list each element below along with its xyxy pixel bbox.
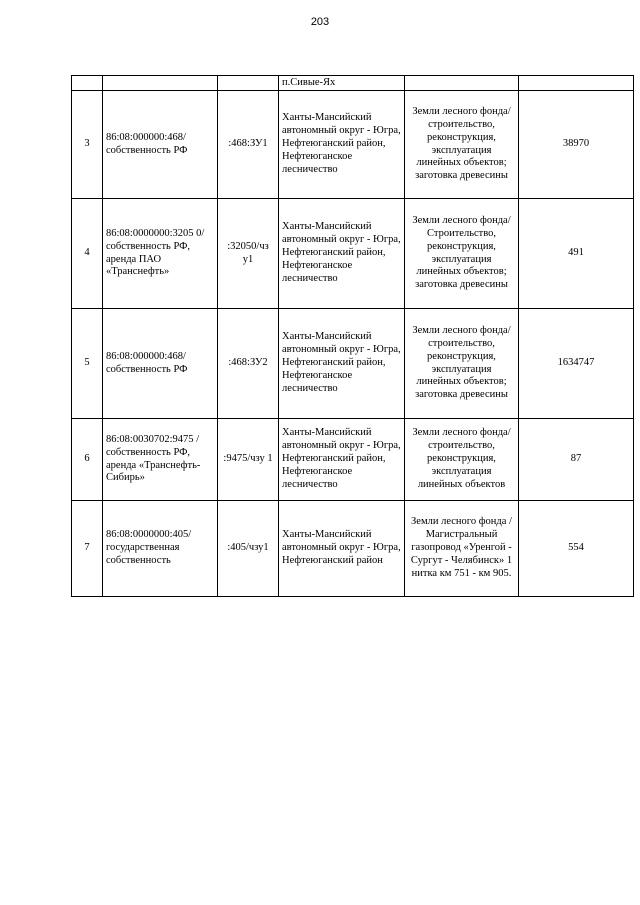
cadastral-cell: 86:08:000000:468/ собственность РФ bbox=[103, 309, 218, 419]
table-row-continuation bbox=[72, 76, 634, 91]
area-cell: 87 bbox=[519, 419, 634, 501]
plot-number-cell: :405/чзу1 bbox=[218, 501, 279, 597]
row-number-cell: 4 bbox=[72, 199, 103, 309]
area-cell: 1634747 bbox=[519, 309, 634, 419]
land-use-cell: Земли лесного фонда/ строительство, реконструкция, эксплуатация линейных объектов bbox=[405, 419, 519, 501]
plot-number-cell: :468:ЗУ2 bbox=[218, 309, 279, 419]
land-use-cell: Земли лесного фонда/ строительство, реконструкция, эксплуатация линейных объектов; заготовка древесины bbox=[405, 91, 519, 199]
plot-number-cell: :32050/чз у1 bbox=[218, 199, 279, 309]
location-cell: Ханты-Мансийский автономный округ - Югра, Нефтеюганский район, Нефтеюганское лесничество bbox=[279, 91, 405, 199]
area-cell bbox=[519, 76, 634, 91]
plot-number-cell: :468:ЗУ1 bbox=[218, 91, 279, 199]
row-number-cell: 6 bbox=[72, 419, 103, 501]
location-cell: Ханты-Мансийский автономный округ - Югра, Нефтеюганский район, Нефтеюганское лесничество bbox=[279, 419, 405, 501]
area-cell: 38970 bbox=[519, 91, 634, 199]
location-cell: Ханты-Мансийский автономный округ - Югра, Нефтеюганский район, Нефтеюганское лесничество bbox=[279, 309, 405, 419]
land-use-cell: Земли лесного фонда/ Строительство, реконструкция, эксплуатация линейных объектов; заготовка древесины bbox=[405, 199, 519, 309]
cadastral-cell: 86:08:0000000:3205 0/собственность РФ, аренда ПАО «Транснефть» bbox=[103, 199, 218, 309]
land-use-cell: Земли лесного фонда /Магистральный газопровод «Уренгой - Сургут - Челябинск» 1 нитка км 751 - км 905. bbox=[405, 501, 519, 597]
table-row bbox=[72, 501, 634, 597]
row-number-cell bbox=[72, 76, 103, 91]
plot-number-cell bbox=[218, 76, 279, 91]
land-plots-table bbox=[71, 75, 634, 597]
table-row bbox=[72, 91, 634, 199]
table-row bbox=[72, 419, 634, 501]
cadastral-cell bbox=[103, 76, 218, 91]
cadastral-cell: 86:08:000000:468/ собственность РФ bbox=[103, 91, 218, 199]
table-row bbox=[72, 309, 634, 419]
plot-number-cell: :9475/чзу 1 bbox=[218, 419, 279, 501]
row-number-cell: 7 bbox=[72, 501, 103, 597]
location-cell: Ханты-Мансийский автономный округ - Югра, Нефтеюганский район bbox=[279, 501, 405, 597]
location-cell: п.Сивые-Ях bbox=[279, 76, 405, 91]
row-number-cell: 3 bbox=[72, 91, 103, 199]
page-number: 203 bbox=[310, 16, 330, 28]
land-use-cell bbox=[405, 76, 519, 91]
location-cell: Ханты-Мансийский автономный округ - Югра, Нефтеюганский район, Нефтеюганское лесничество bbox=[279, 199, 405, 309]
area-cell: 554 bbox=[519, 501, 634, 597]
table-row bbox=[72, 199, 634, 309]
row-number-cell: 5 bbox=[72, 309, 103, 419]
cadastral-cell: 86:08:0030702:9475 /собственность РФ, аренда «Транснефть-Сибирь» bbox=[103, 419, 218, 501]
land-use-cell: Земли лесного фонда/ строительство, реконструкция, эксплуатация линейных объектов; заготовка древесины bbox=[405, 309, 519, 419]
cadastral-cell: 86:08:0000000:405/ государственная собственность bbox=[103, 501, 218, 597]
area-cell: 491 bbox=[519, 199, 634, 309]
